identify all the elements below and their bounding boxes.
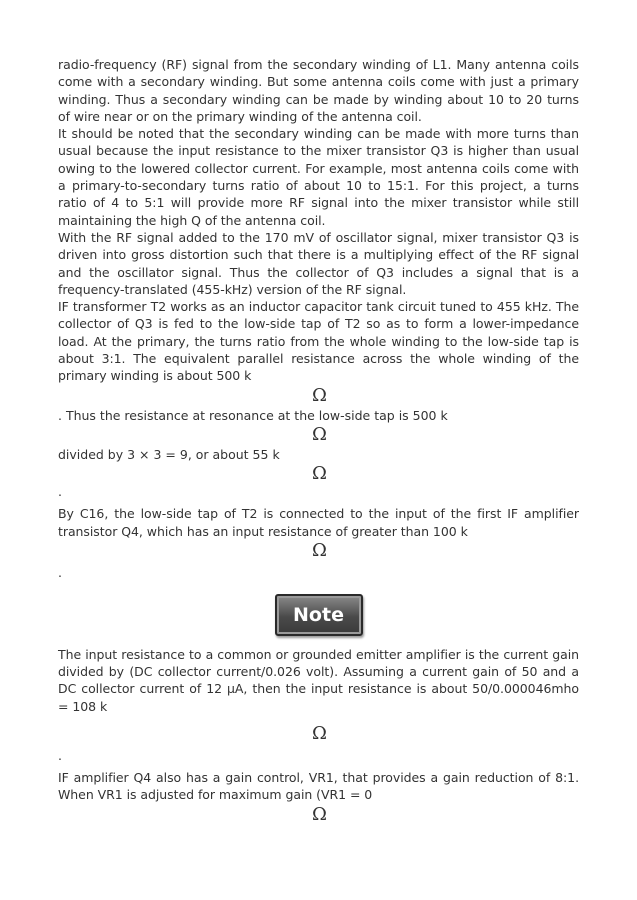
text-period: .	[58, 748, 62, 764]
document-page	[58, 56, 579, 826]
text-resonance-resistance: . Thus the resistance at resonance at the low-side tap is 500 k	[58, 407, 448, 423]
omega-symbol: Ω	[312, 803, 327, 825]
text-period: .	[58, 564, 62, 580]
omega-symbol: Ω	[312, 423, 327, 445]
paragraph-gain-control: IF amplifier Q4 also has a gain control, VR1, that provides a gain reduction of 8:1. When VR1 is adjusted for maximum gain (VR1 = 0	[58, 770, 579, 803]
paragraph-c16-connection: By C16, the low-side tap of T2 is connected to the input of the first IF amplifier transistor Q4, which has an input resistance of greater than 100 k	[58, 506, 579, 539]
paragraph-if-transformer: IF transformer T2 works as an inductor capacitor tank circuit tuned to 455 kHz. The collector of Q3 is fed to the low-side tap of T2 so as to form a lower-impedance load. At the primary, the turns ratio from the whole winding to the low-side tap is about 3:1. The equivalent parallel resistance across the whole winding of the primary winding is about 500 k	[58, 299, 579, 384]
paragraph-turns-ratio: It should be noted that the secondary winding can be made with more turns than usual because the input resistance to the mixer transistor Q3 is higher than usual owing to the lowered collector current. For example, most antenna coils come with a primary-to-secondary turns ratio of about 10 to 15:1. For this project, a turns ratio of 4 to 5:1 will provide more RF signal into the mixer transistor while still maintaining the high Q of the antenna coil.	[58, 126, 579, 228]
paragraph-antenna-secondary: radio-frequency (RF) signal from the secondary winding of L1. Many antenna coils come with a secondary winding. But some antenna coils come with just a primary winding. Thus a secondary winding can be made by winding about 10 to 20 turns of wire near or on the primary winding of the antenna coil.	[58, 57, 579, 124]
paragraph-mixer-distortion: With the RF signal added to the 170 mV of oscillator signal, mixer transistor Q3 is driven into gross distortion such that there is a multiplying effect of the RF signal and the oscillator signal. Thus the collector of Q3 includes a signal that is a frequency-translated (455-kHz) version of the RF signal.	[58, 229, 579, 297]
note-badge: Note	[275, 594, 363, 636]
note-callout	[58, 594, 579, 636]
omega-symbol: Ω	[312, 539, 327, 561]
omega-symbol: Ω	[312, 384, 327, 406]
paragraph-input-resistance-note: The input resistance to a common or grounded emitter amplifier is the current gain divided by (DC collector current/0.026 volt). Assuming a current gain of 50 and a DC collector current of 12 µA, then the input resistance is about 50/0.000046mho = 108 k	[58, 646, 579, 714]
text-divided-by: divided by 3 × 3 = 9, or about 55 k	[58, 446, 280, 462]
omega-symbol: Ω	[312, 463, 327, 485]
omega-symbol: Ω	[312, 723, 327, 745]
text-period: .	[58, 484, 62, 500]
